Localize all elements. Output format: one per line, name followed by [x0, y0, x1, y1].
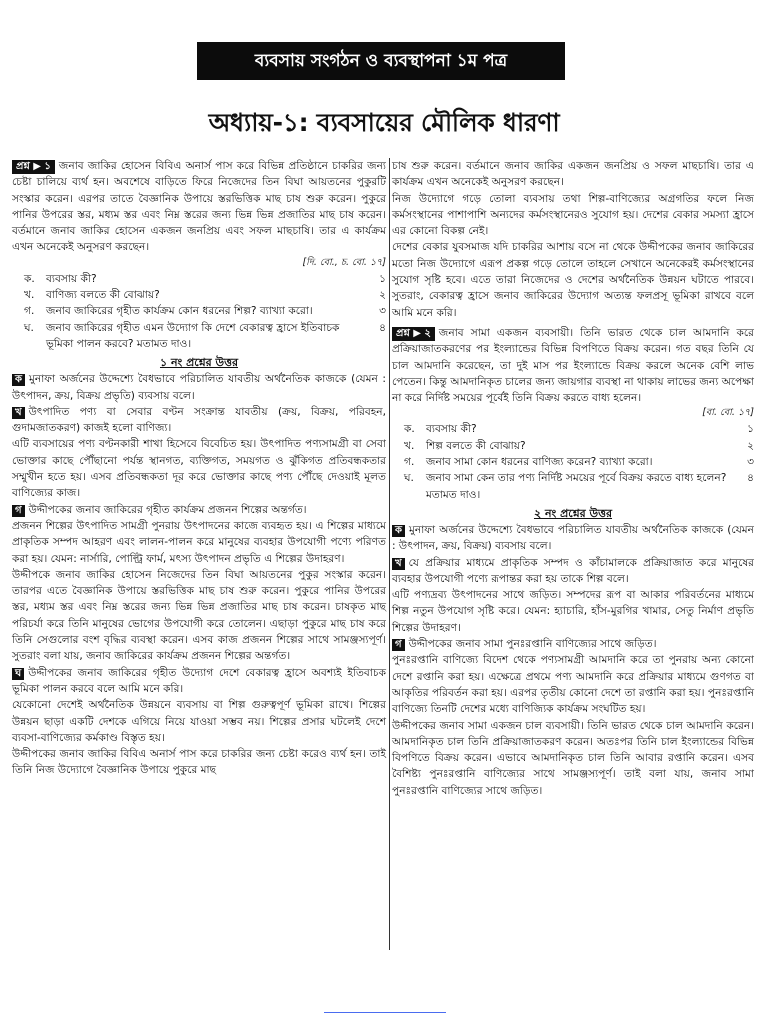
question-2-subquestions [392, 421, 754, 502]
subquestion-text: জনাব সামা কোন ধরনের বাণিজ্য করেন? ব্যাখ্যা করো। [426, 456, 653, 469]
subquestion-label: ক. [404, 423, 415, 436]
bottom-divider-line [324, 1012, 446, 1013]
answer-1-gha-detail: যেকোনো দেশেই অর্থনৈতিক উন্নয়নে ব্যবসায় বা শিল্প গুরুত্বপূর্ণ ভূমিকা রাখে। শিল্পের উন্নয়ন ছাড়া একটি দেশকে এগিয়ে নিয়ে যাওয়া সম্ভব নয়। শিল্পের প্রসার ঘটলেই দেশে ব্যবসা-বাণিজ্যের কর্মকাণ্ড বিস্তৃত হয়। [12, 699, 386, 744]
answer-tag-ka: ক [12, 374, 25, 386]
answer-2-heading: ২ নং প্রশ্নের উত্তর [533, 506, 613, 520]
question-1-stem [12, 158, 386, 256]
subquestion-label: খ. [24, 289, 35, 302]
question-2-tag: প্রশ্ন ▶ ২ [392, 327, 435, 341]
answer-text: মুনাফা অর্জনের উদ্দেশ্যে বৈধভাবে পরিচালিত যাবতীয় অর্থনৈতিক কাজকে (যেমন : উৎপাদন, ক্রয়, বিক্রয় প্রভৃতি) ব্যবসায় বলে। [12, 373, 386, 402]
subquestion-label: ঘ. [404, 472, 414, 485]
question-2-text: জনাব সামা একজন ব্যবসায়ী। তিনি ভারত থেকে চাল আমদানি করে প্রক্রিয়াজাতকরণের পর ইংল্যান্ডের বিভিন্ন বিপণিতে বিক্রয় করেন। গত বছর তিনি যে চাল আমদানি করেছেন, তা দুই মাস পর ইংল্যান্ডে বিক্রয় করলে অনেক বেশি লাভ পেতেন। কিন্তু আমদানিকৃত চালের জন্য জায়গার ব্যবস্থা না থাকায় লাভের জন্য অপেক্ষা না করে নির্দিষ্ট সময়ের পূর্বেই তিনি বিক্রয় করতে বাধ্য হলেন। [392, 326, 754, 405]
question-1-tag: প্রশ্ন ▶ ১ [12, 160, 55, 174]
answer-1-gha-continued: চাষ শুরু করেন। বর্তমানে জনাব জাকির একজন জনপ্রিয় ও সফল মাছচাষি। তার এ কার্যক্রম এখন অনেকেই অনুসরণ করছেন। [392, 160, 754, 189]
subquestion-label: ঘ. [24, 321, 34, 334]
subquestion-mark: ৩ [379, 305, 386, 318]
question-1-source: [দি. বো., চ. বো. ১৭] [302, 256, 386, 268]
answer-2-kha [392, 555, 754, 588]
subquestion-mark: ২ [747, 439, 754, 452]
answer-2-ga-application: উদ্দীপকের জনাব সামা একজন চাল ব্যবসায়ী। তিনি ভারত থেকে চাল আমদানি করেন। আমদানিকৃত চাল তিনি প্রক্রিয়াজাতকরণ করেন। অতঃপর তিনি চাল ইংল্যান্ডের বিভিন্ন বিপণিতে বিক্রয় করেন। এভাবে আমদানিকৃত চাল তিনি আবার রপ্তানি করেন। এসব বৈশিষ্ট্য পুনঃরপ্তানি বাণিজ্যের সাথে সামঞ্জস্যপূর্ণ। তাই বলা যায়, জনাব সামা পুনঃরপ্তানি বাণিজ্যের সাথে জড়িত। [392, 719, 754, 797]
answer-1-heading: ১ নং প্রশ্নের উত্তর [159, 356, 239, 370]
subquestion-mark: ৪ [379, 321, 386, 334]
subquestion-row [12, 320, 386, 353]
answer-tag-kha: খ [12, 407, 25, 419]
subquestion-row [392, 421, 754, 437]
question-2-stem [392, 325, 754, 406]
answer-2-ga-detail: পুনঃরপ্তানি বাণিজ্যে বিদেশ থেকে পণ্যসামগ্রী আমদানি করে তা পুনরায় অন্য কোনো দেশে রপ্তানি করা হয়। এক্ষেত্রে প্রথমে পণ্য আমদানি করে প্রক্রিয়ার মাধ্যমে গুণগত বা আকৃতির পরিবর্তন করা হয়। এরপর তৃতীয় কোনো দেশে তা রপ্তানি করা হয়। পুনঃরপ্তানি বাণিজ্যে তিনটি দেশের মধ্যে বাণিজ্যিক কার্যক্রম সংঘটিত হয়। [392, 654, 755, 716]
answer-tag-gha: ঘ [12, 668, 24, 680]
question-1-subquestions [12, 271, 386, 352]
answer-tag-ka: ক [392, 525, 405, 537]
subquestion-mark: ১ [379, 272, 386, 285]
right-column [392, 158, 754, 799]
subquestion-text: শিল্প বলতে কী বোঝায়? [426, 439, 526, 452]
subquestion-row [12, 271, 386, 287]
subquestion-label: খ. [404, 439, 415, 452]
answer-tag-ga: গ [392, 639, 405, 651]
answer-text: উদ্দীপকের জনাব জাকিরের গৃহীত উদ্যোগ দেশে বেকারত্ব হ্রাসে অবশ্যই ইতিবাচক ভূমিকা পালন করবে বলে আমি মনে করি। [12, 666, 386, 695]
answer-2-ga [392, 636, 754, 652]
subquestion-text: বাণিজ্য বলতে কী বোঝায়? [46, 289, 160, 302]
subquestion-row [12, 287, 386, 303]
subquestion-row [12, 303, 386, 319]
subquestion-text: ব্যবসায় কী? [46, 272, 97, 285]
question-1-text: জনাব জাকির হোসেন বিবিএ অনার্স পাস করে বিভিন্ন প্রতিষ্ঠানে চাকরির জন্য চেষ্টা চালিয়ে ব্যর্থ হন। অবশেষে বাড়িতে ফিরে নিজেদের তিন বিঘা আয়তনের পুকুরটি সংস্কার করেন। এরপর তাতে বৈজ্ঞানিক উপায়ে স্তরভিত্তিক মাছ চাষ শুরু করেন। পুকুরে পানির উপরের স্তর, মধ্যম স্তর এবং নিম্ন স্তরের জন্য ভিন্ন ভিন্ন প্রজাতির মাছ চাষ করেন। বর্তমানে জনাব জাকির হোসেন একজন জনপ্রিয় এবং সফল মাছচাষি। তার এ কার্যক্রম এখন অনেকেই অনুসরণ করছেন। [12, 160, 386, 254]
answer-tag-ga: গ [12, 505, 25, 517]
answer-1-ga-application: উদ্দীপকে জনাব জাকির হোসেন নিজেদের তিন বিঘা আয়তনের পুকুর সংস্কার করেন। তারপর এতে বৈজ্ঞানিক উপায়ে স্তরভিত্তিক মাছ চাষ শুরু করেন। পুকুরে পানির উপরের স্তর, মধ্যম স্তর এবং নিম্ন স্তরের জন্য ভিন্ন ভিন্ন প্রজাতির মাছ চাষ করেন। চাষকৃত মাছ পরিচর্যা করে তিনি মানুষের ভোগের উপযোগী করে তোলেন। এছাড়া পুকুরে মাছ চাষ করে তিনি সেগুলোর বংশ বৃদ্ধির ব্যবস্থা করেন। এসব কাজ প্রজনন শিল্পের সাথে সামঞ্জস্যপূর্ণ। সুতরাং বলা যায়, জনাব জাকিরের কার্যক্রম প্রজনন শিল্পের অন্তর্গত। [12, 568, 386, 663]
answer-text: উৎপাদিত পণ্য বা সেবার বণ্টন সংক্রান্ত যাবতীয় (ক্রয়, বিক্রয়, পরিবহন, গুদামজাতকরণ) কাজই হলো বাণিজ্য। [12, 405, 386, 435]
book-title-banner: ব্যবসায় সংগঠন ও ব্যবস্থাপনা ১ম পত্র [197, 42, 565, 80]
answer-text: মুনাফা অর্জনের উদ্দেশ্যে বৈধভাবে পরিচালিত যাবতীয় অর্থনৈতিক কাজকে (যেমন : উৎপাদন, ক্রয়, বিক্রয়) ব্যবসায় বলে। [392, 523, 754, 553]
answer-1-gha-application: উদ্দীপকের জনাব জাকির বিবিএ অনার্স পাস করে চাকরির জন্য চেষ্টা করেও ব্যর্থ হন। তাই তিনি নিজ উদ্যোগে বৈজ্ঞানিক উপায়ে পুকুরে মাছ [12, 748, 386, 777]
subquestion-row [392, 470, 754, 503]
chapter-title: অধ্যায়-১: ব্যবসায়ের মৌলিক ধারণা [208, 108, 560, 137]
answer-1-gha-conclusion: দেশের বেকার যুবসমাজ যদি চাকরির আশায় বসে না থেকে উদ্দীপকের জনাব জাকিরের মতো নিজ উদ্যোগে এরূপ প্রকল্প গড়ে তোলে তাহলে সেখানে অনেকেরই কর্মসংস্থানের সুযোগ সৃষ্টি হবে। এতে তারা নিজেদের ও দেশের অর্থনৈতিক উন্নয়ন ঘটাতে পারবে। সুতরাং, বেকারত্ব হ্রাসে জনাব জাকিরের উদ্যোগ অত্যন্ত ফলপ্রসূ ভূমিকা রাখবে বলে আমি মনে করি। [392, 241, 754, 319]
answer-tag-kha: খ [392, 558, 405, 570]
subquestion-mark: ২ [379, 289, 386, 302]
question-2-source: [বা. বো. ১৭] [702, 407, 754, 419]
subquestion-mark: ৩ [747, 456, 754, 469]
answer-1-kha [12, 404, 386, 437]
subquestion-mark: ৪ [747, 472, 754, 485]
subquestion-text: ব্যবসায় কী? [426, 423, 477, 436]
subquestion-text: জনাব সামা কেন তার পণ্য নির্দিষ্ট সময়ের পূর্বে বিক্রয় করতে বাধ্য হলেন? মতামত দাও। [426, 472, 727, 501]
left-column [12, 158, 386, 779]
answer-2-ka [392, 522, 754, 555]
subquestion-label: গ. [24, 305, 35, 318]
answer-1-gha-continued: নিজ উদ্যোগে গড়ে তোলা ব্যবসায় তথা শিল্প-বাণিজ্যের অগ্রগতির ফলে নিজ কর্মসংস্থানের পাশাপাশি অন্যদের কর্মসংস্থানেরও সুযোগ হয়। দেশের বেকার সমস্যা হ্রাসে এর কোনো বিকল্প নেই। [392, 192, 754, 238]
subquestion-row [392, 454, 754, 470]
subquestion-text: জনাব জাকিরের গৃহীত কার্যক্রম কোন ধরনের শিল্প? ব্যাখ্যা করো। [46, 305, 313, 318]
subquestion-text: জনাব জাকিরের গৃহীত এমন উদ্যোগ কি দেশে বেকারত্ব হ্রাসে ইতিবাচক ভূমিকা পালন করবে? মতামত দাও। [46, 321, 340, 350]
answer-text: উদ্দীপকের জনাব সামা পুনঃরপ্তানি বাণিজ্যের সাথে জড়িত। [408, 638, 657, 651]
subquestion-mark: ১ [747, 423, 754, 436]
answer-text: যে প্রক্রিয়ার মাধ্যমে প্রাকৃতিক সম্পদ ও কাঁচামালকে প্রক্রিয়াজাত করে মানুষের ব্যবহার উপযোগী পণ্যে রূপান্তর করা হয় তাকে শিল্প বলে। [392, 556, 754, 585]
answer-1-kha-detail: এটি ব্যবসায়ের পণ্য বণ্টনকারী শাখা হিসেবে বিবেচিত হয়। উৎপাদিত পণ্যসামগ্রী বা সেবা ভোক্তার কাছে পৌঁছানো পর্যন্ত স্থানগত, ব্যক্তিগত, সময়গত ও ঝুঁকিগত প্রতিবন্ধকতার সম্মুখীন হতে হয়। এসব প্রতিবন্ধকতা দূর করে ভোক্তার কাছে পণ্য পৌঁছে দেওয়াই মূলত বাণিজ্যের কাজ। [12, 438, 386, 500]
answer-2-kha-detail: এটি পণ্যদ্রব্য উৎপাদনের সাথে জড়িত। সম্পদের রূপ বা আকার পরিবর্তনের মাধ্যমে শিল্প নতুন উপযোগ সৃষ্টি করে। যেমন: হ্যাচারি, হাঁস-মুরগির খামার, সেতু নির্মাণ প্রভৃতি শিল্পের উদাহরণ। [392, 589, 754, 634]
subquestion-label: গ. [404, 456, 415, 469]
answer-text: উদ্দীপকের জনাব জাকিরের গৃহীত কার্যক্রম প্রজনন শিল্পের অন্তর্গত। [28, 503, 307, 516]
answer-1-gha [12, 665, 386, 698]
answer-1-ga-detail: প্রজনন শিল্পের উৎপাদিত সামগ্রী পুনরায় উৎপাদনের কাজে ব্যবহৃত হয়। এ শিল্পের মাধ্যমে প্রাকৃতিক সম্পদ আহরণ এবং লালন-পালন করে মানুষের ব্যবহার উপযোগী পণ্যে পরিণত করা হয়। যেমন: নার্সারি, পোল্ট্রি ফার্ম, মৎস্য উৎপাদন প্রভৃতি এ শিল্পের উদাহরণ। [12, 519, 386, 565]
subquestion-row [392, 438, 754, 454]
subquestion-label: ক. [24, 272, 35, 285]
answer-1-ka [12, 371, 386, 404]
answer-1-ga [12, 502, 386, 518]
